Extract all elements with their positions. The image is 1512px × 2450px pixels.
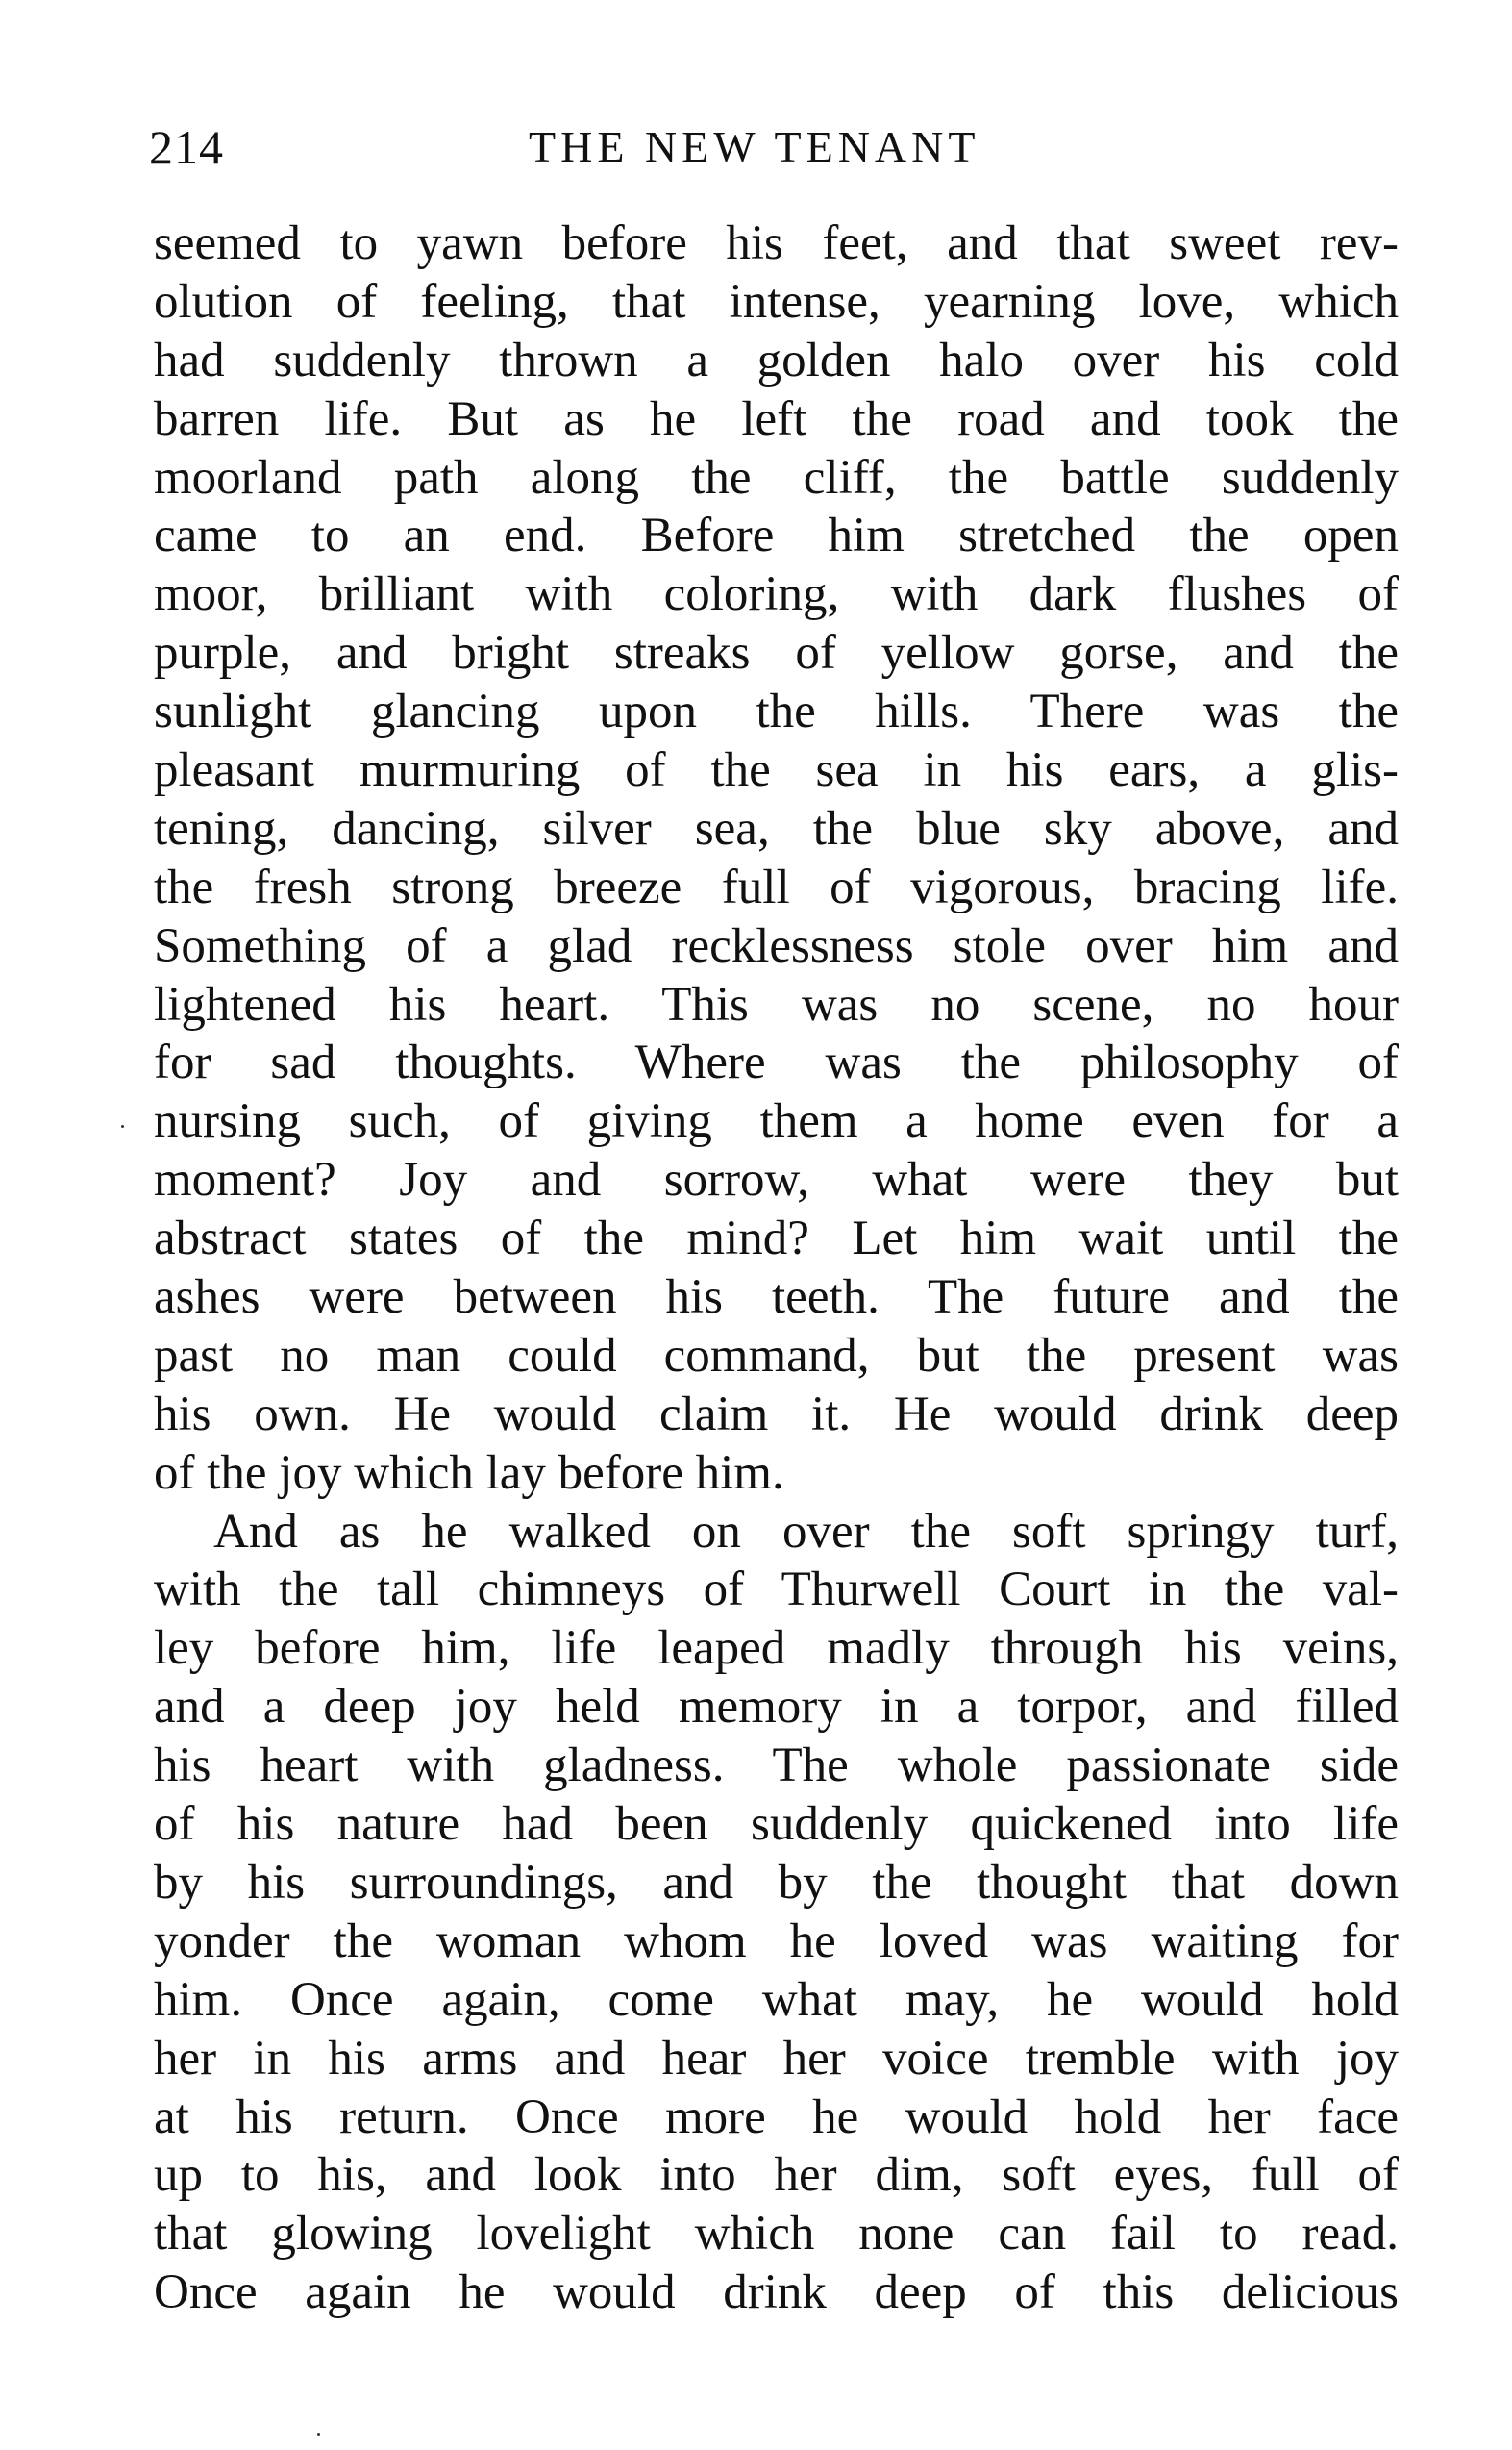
text-line: by his surroundings, and by the thought that down	[154, 1855, 1399, 1910]
text-line: the fresh strong breeze full of vigorous, bracing life.	[154, 860, 1399, 914]
text-line: Something of a glad recklessness stole over him and	[154, 918, 1399, 973]
text-line: purple, and bright streaks of yellow gorse, and the	[154, 626, 1399, 681]
text-line: past no man could command, but the present was	[154, 1328, 1399, 1383]
text-line: of his nature had been suddenly quickened into life	[154, 1797, 1399, 1852]
print-speck	[121, 1125, 124, 1128]
text-line: came to an end. Before him stretched the open	[154, 509, 1399, 563]
text-line: with the tall chimneys of Thurwell Court in the val-	[154, 1562, 1399, 1617]
text-line: up to his, and look into her dim, soft eyes, full of	[154, 2148, 1399, 2203]
text-line: ley before him, life leaped madly through his veins,	[154, 1621, 1399, 1676]
text-line: And as he walked on over the soft springy turf,	[213, 1504, 1399, 1559]
text-line: Once again he would drink deep of this delicious	[154, 2265, 1399, 2320]
text-line: nursing such, of giving them a home even for a	[154, 1094, 1399, 1149]
page-header	[149, 113, 1399, 181]
text-line: moorland path along the cliff, the battle suddenly	[154, 450, 1399, 505]
text-line: ashes were between his teeth. The future and the	[154, 1270, 1399, 1325]
text-line: seemed to yawn before his feet, and that sweet rev-	[154, 216, 1399, 270]
text-line: had suddenly thrown a golden halo over his cold	[154, 333, 1399, 388]
text-line: moment? Joy and sorrow, what were they but	[154, 1153, 1399, 1208]
text-line: of the joy which lay before him.	[154, 1445, 784, 1500]
text-line: pleasant murmuring of the sea in his ears, a glis-	[154, 743, 1399, 798]
text-line: his own. He would claim it. He would drink deep	[154, 1387, 1399, 1441]
text-line: moor, brilliant with coloring, with dark flushes of	[154, 567, 1399, 622]
text-line: tening, dancing, silver sea, the blue sky above, and	[154, 801, 1399, 856]
text-line: her in his arms and hear her voice tremble with joy	[154, 2031, 1399, 2086]
text-line: abstract states of the mind? Let him wait until the	[154, 1212, 1399, 1266]
text-line: sunlight glancing upon the hills. There was the	[154, 685, 1399, 739]
text-line: that glowing lovelight which none can fail to read.	[154, 2207, 1399, 2262]
page-number: 214	[149, 120, 224, 174]
print-speck	[317, 2433, 320, 2436]
text-line: yonder the woman whom he loved was waiting for	[154, 1913, 1399, 1968]
text-line: barren life. But as he left the road and took the	[154, 391, 1399, 446]
body-text	[154, 214, 1399, 2322]
text-line: at his return. Once more he would hold her face	[154, 2089, 1399, 2144]
text-line: for sad thoughts. Where was the philosophy of	[154, 1036, 1399, 1090]
paragraph	[154, 214, 1399, 1503]
text-line: lightened his heart. This was no scene, no hour	[154, 977, 1399, 1032]
text-line: olution of feeling, that intense, yearning love, which	[154, 274, 1399, 329]
running-head: THE NEW TENANT	[529, 122, 980, 171]
paragraph	[154, 1503, 1399, 2322]
text-line: his heart with gladness. The whole passionate side	[154, 1738, 1399, 1793]
text-line: and a deep joy held memory in a torpor, and filled	[154, 1680, 1399, 1735]
text-line: him. Once again, come what may, he would hold	[154, 1972, 1399, 2027]
